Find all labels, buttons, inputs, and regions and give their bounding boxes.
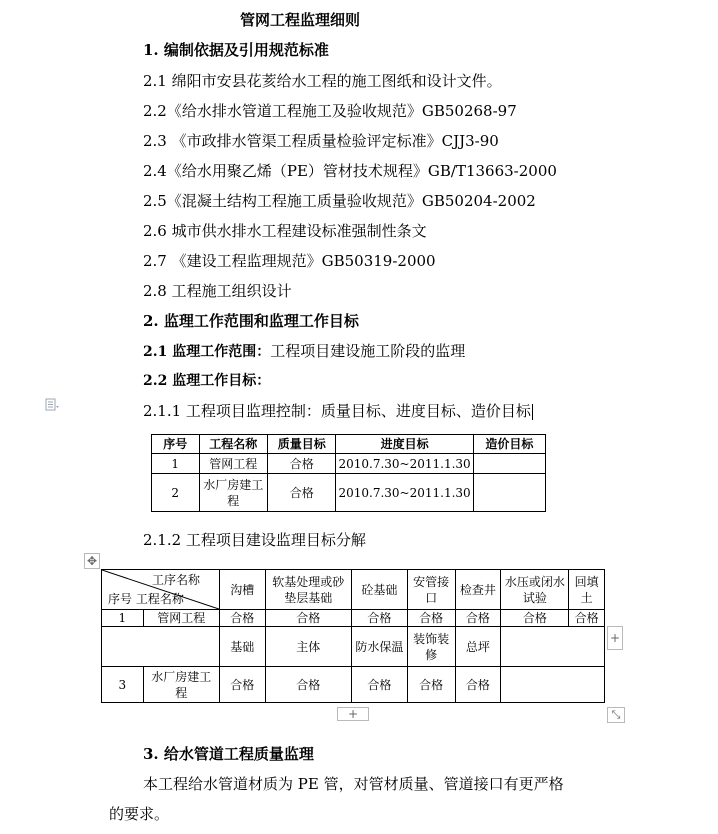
paragraph-options-icon[interactable] (45, 398, 59, 412)
table-move-handle-icon[interactable]: ✥ (84, 553, 100, 569)
document-title: 管网工程监理细则 (240, 11, 361, 29)
table-resize-handle-icon[interactable]: ⤡ (607, 707, 625, 723)
t2-cell: 基础 (219, 627, 265, 667)
t1-header-schedule: 进度目标 (336, 435, 473, 454)
breakdown-table (101, 569, 605, 703)
clause-2-1: 2.1 绵阳市安县花荄给水工程的施工图纸和设计文件。 (143, 72, 502, 90)
clause-2-1-1[interactable] (143, 401, 533, 421)
t1-cell: 合格 (267, 454, 335, 474)
clause-2-6: 2.6 城市供水排水工程建设标准强制性条文 (143, 222, 427, 240)
diag-top-label: 工序名称 (152, 573, 201, 587)
t2-header: 沟槽 (219, 570, 265, 610)
t2-cell: 管网工程 (143, 610, 219, 627)
section-2-heading: 2. 监理工作范围和监理工作目标 (143, 312, 359, 330)
paragraph-line-2: 的要求。 (109, 805, 170, 823)
t1-cell: 水厂房建工程 (199, 474, 267, 512)
t1-header-cost: 造价目标 (473, 435, 545, 454)
t2-cell: 合格 (219, 610, 265, 627)
t2-cell: 合格 (265, 610, 351, 627)
t2-header: 回填土 (569, 570, 605, 610)
t1-cell: 2010.7.30~2011.1.30 (336, 474, 473, 512)
clause-s2-1 (143, 341, 465, 362)
paragraph-line-1: 本工程给水管道材质为 PE 管，对管材质量、管道接口有更严格 (143, 775, 564, 793)
section-1-heading: 1. 编制依据及引用规范标准 (143, 41, 329, 59)
t1-header-quality: 质量目标 (267, 435, 335, 454)
t2-cell: 合格 (351, 610, 407, 627)
t2-diagonal-header (102, 570, 220, 610)
t2-cell: 合格 (455, 610, 501, 627)
add-column-button[interactable]: + (607, 626, 623, 650)
t2-cell: 合格 (569, 610, 605, 627)
t1-cell (473, 454, 545, 474)
t1-header-name: 工程名称 (199, 435, 267, 454)
t2-cell: 防水保温 (351, 627, 407, 667)
scope-text: 工程项目建设施工阶段的监理 (270, 342, 466, 360)
t2-cell (102, 627, 220, 667)
section-3-heading: 3. 给水管道工程质量监理 (143, 745, 314, 763)
t1-cell (473, 474, 545, 512)
t1-cell: 2 (152, 474, 200, 512)
clause-2-1-2: 2.1.2 工程项目建设监理目标分解 (143, 531, 366, 549)
t2-cell: 合格 (455, 667, 501, 703)
clause-2-4: 2.4《给水用聚乙烯（PE）管材技术规程》GB/T13663-2000 (143, 162, 557, 180)
add-row-button[interactable]: + (337, 707, 369, 721)
t2-cell: 1 (102, 610, 144, 627)
t2-cell: 合格 (265, 667, 351, 703)
t2-cell: 总坪 (455, 627, 501, 667)
clause-2-7: 2.7 《建设工程监理规范》GB50319-2000 (143, 252, 436, 270)
t2-header: 安管接口 (407, 570, 455, 610)
t2-cell: 装饰装修 (407, 627, 455, 667)
t2-header: 检查井 (455, 570, 501, 610)
goal-table (151, 434, 546, 512)
t2-cell (501, 627, 605, 667)
table-row (102, 627, 605, 667)
t1-cell: 合格 (267, 474, 335, 512)
table-row (102, 610, 605, 627)
clause-s2-2: 2.2 监理工作目标： (143, 373, 271, 389)
t2-cell: 3 (102, 667, 144, 703)
clause-2-3: 2.3 《市政排水管渠工程质量检验评定标准》CJJ3-90 (143, 132, 499, 150)
t1-cell: 2010.7.30~2011.1.30 (336, 454, 473, 474)
table-row (152, 474, 546, 512)
t2-header: 砼基础 (351, 570, 407, 610)
text-cursor (532, 404, 533, 420)
clause-2-8: 2.8 工程施工组织设计 (143, 282, 292, 300)
table-row (102, 667, 605, 703)
table-row (152, 454, 546, 474)
t2-cell: 合格 (407, 610, 455, 627)
t2-header: 水压或闭水试验 (501, 570, 569, 610)
t2-cell: 水厂房建工程 (143, 667, 219, 703)
scope-label: 2.1 监理工作范围： (143, 344, 271, 360)
t1-cell: 管网工程 (199, 454, 267, 474)
t2-cell: 合格 (407, 667, 455, 703)
clause-2-5: 2.5《混凝土结构工程施工质量验收规范》GB50204-2002 (143, 192, 536, 210)
clause-2-2: 2.2《给水排水管道工程施工及验收规范》GB50268-97 (143, 102, 517, 120)
diag-bottom-label: 序号 工程名称 (108, 592, 184, 606)
t2-cell (501, 667, 605, 703)
clause-2-1-1-text: 2.1.1 工程项目监理控制：质量目标、进度目标、造价目标 (143, 402, 531, 420)
t2-cell: 合格 (501, 610, 569, 627)
t1-cell: 1 (152, 454, 200, 474)
t2-cell: 合格 (351, 667, 407, 703)
t2-cell: 主体 (265, 627, 351, 667)
t1-header-no: 序号 (152, 435, 200, 454)
t2-cell: 合格 (219, 667, 265, 703)
t2-header: 软基处理或砂垫层基础 (265, 570, 351, 610)
